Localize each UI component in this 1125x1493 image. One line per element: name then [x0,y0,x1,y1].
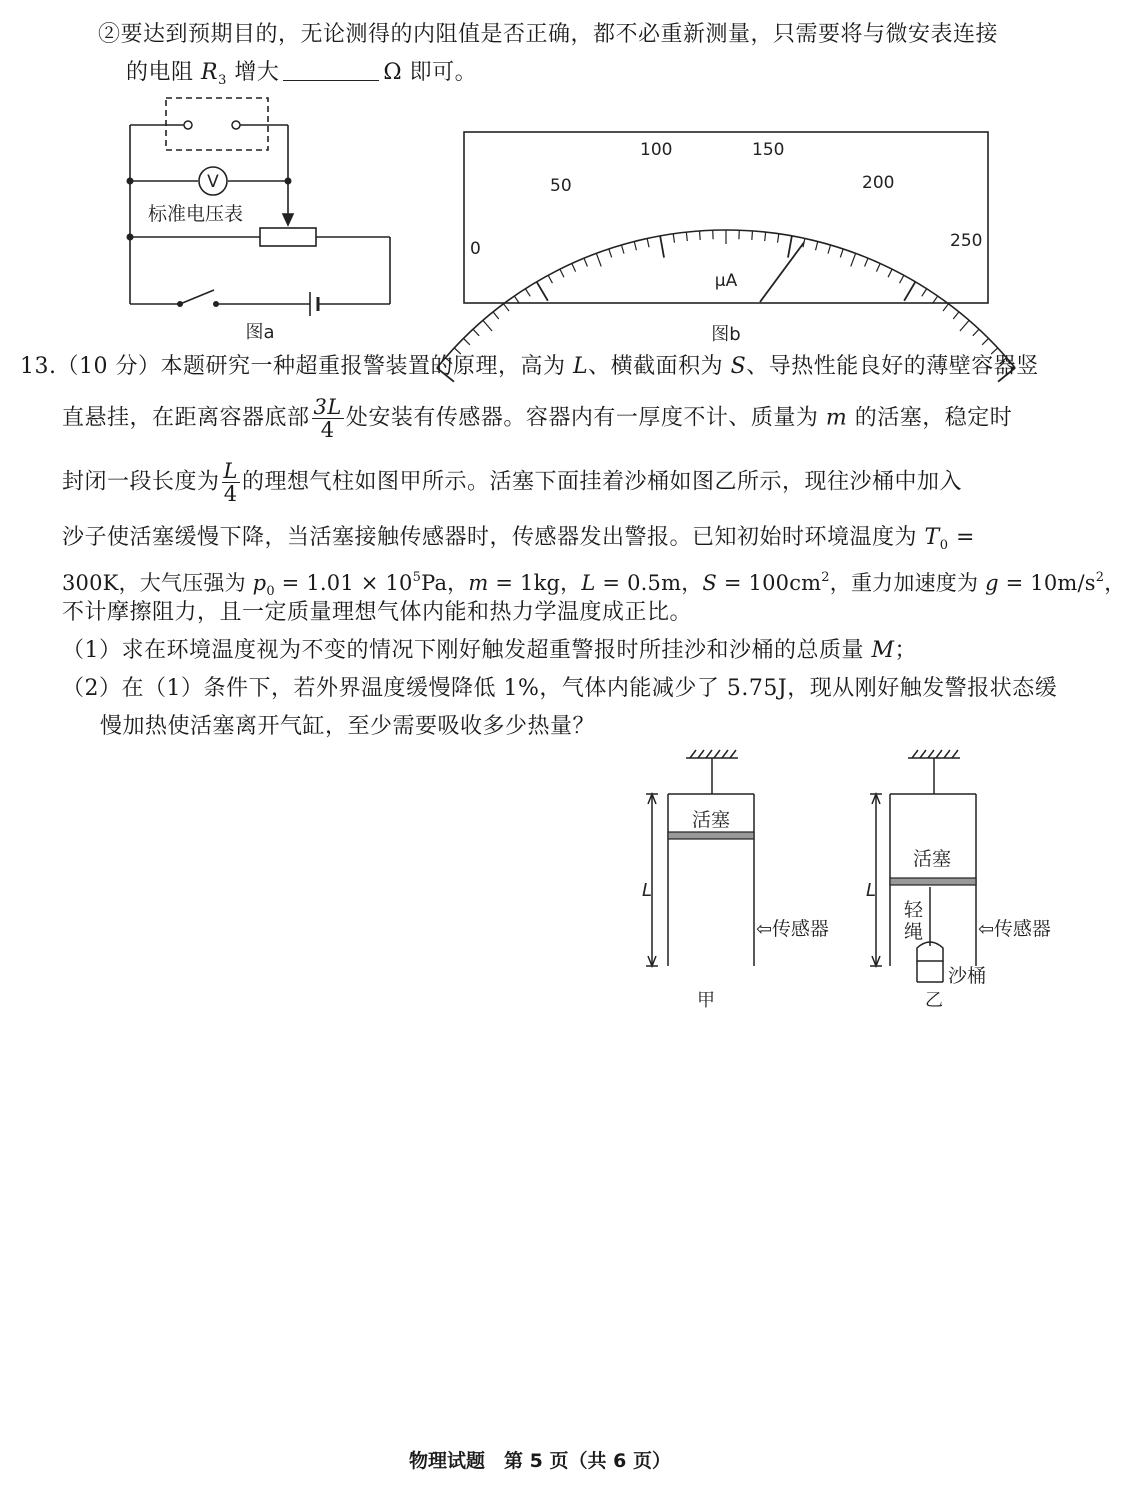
sensor-label: ⇦传感器 [978,918,1051,940]
q13-line2 [62,396,1012,441]
text: 的理想气柱如图甲所示。活塞下面挂着沙桶如图乙所示，现往沙桶中加入 [241,469,962,495]
q13-sub2-line1: （2）在（1）条件下，若外界温度缓慢降低 1%，气体内能减少了 5.75J，现从刚好触发警报状态缓 [62,676,1058,701]
text: （1）求在环境温度视为不变的情况下刚好触发超重警报时所挂沙和沙桶的总质量 [62,638,872,663]
figure-b-dial [462,130,992,348]
var: p [252,571,267,595]
rope-label [904,899,924,943]
dial-tick [960,320,969,331]
superscript: 2 [821,570,830,585]
dial-unit: μA [714,271,738,291]
dial-tick [865,258,868,266]
text: Ω 即可。 [383,60,478,85]
dial-tick [700,231,701,240]
text: = 1kg， [488,571,582,595]
voltmeter-letter: V [207,172,219,192]
dial-tick [888,269,892,277]
q13-line3 [62,460,962,505]
var: L [573,354,589,379]
dial-tick [504,304,509,311]
dial-tick [560,269,564,277]
page-footer: 物理试题 第 5 页（共 6 页） [409,1450,671,1472]
var: S [730,354,747,379]
figure-a-caption: 图a [245,322,275,343]
dial-tick [621,245,624,254]
dial-tick [828,245,831,254]
dial-tick [982,338,988,344]
text: = 0.5m， [595,571,703,595]
dial-tick [483,320,492,331]
dial-tick [660,236,664,258]
figure-jia [630,750,850,1015]
scale-label-250: 250 [950,231,983,251]
dial-tick [493,312,499,319]
rope-char: 绳 [904,921,924,943]
text: 增大 [226,60,280,85]
q13-sub1 [62,636,917,666]
dial-tick [788,236,792,258]
dial-arc [437,230,1015,368]
prev-part2-line2 [126,58,477,96]
text: 的电阻 [126,60,201,85]
var: m [825,405,848,431]
text: 的活塞，稳定时 [847,405,1013,431]
text: 、导热性能良好的薄壁容器竖 [746,354,1039,379]
switch [180,290,214,304]
fraction-3L-over-4 [312,396,344,441]
scale-label-150: 150 [752,140,785,160]
piston [668,832,754,839]
figure-yi-caption: 乙 [925,990,943,1011]
dial-tick [973,329,979,336]
q13-line6: 不计摩擦阻力，且一定质量理想气体内能和热力学温度成正比。 [62,600,693,625]
sensor-label: ⇦传感器 [756,918,829,940]
figure-yi [858,750,1063,1015]
figure-a-circuit [118,92,408,347]
dial-needle [760,242,804,302]
text: 、横截面积为 [588,354,731,379]
figure-jia-caption: 甲 [697,990,715,1011]
piston-label: 活塞 [691,809,731,831]
dashed-box [166,98,268,150]
frac-num: L [223,459,238,483]
piston-label: 活塞 [912,848,952,870]
dial-tick [943,304,948,311]
figure-b-caption: 图b [711,324,741,345]
dial-tick [596,253,601,266]
text: ，重力加速度为 [829,571,986,595]
dial-tick [900,275,904,283]
text: 封闭一段长度为 [62,469,220,495]
dial-tick [537,282,548,301]
dial-tick [816,241,818,250]
resistor-symbol: R [201,60,219,85]
voltmeter-label: 标准电压表 [148,203,244,225]
answer-blank[interactable] [283,58,379,81]
text: 直悬挂，在距离容器底部 [62,405,310,431]
dial-tick [876,263,880,271]
var: M [871,638,895,663]
prev-part2-line1: ②要达到预期目的，无论测得的内阻值是否正确，都不必重新测量，只需要将与微安表连接 [98,22,999,47]
scale-label-100: 100 [640,140,673,160]
dial-tick [609,249,612,258]
text: Pa， [421,571,469,595]
rope-char: 轻 [904,899,924,921]
text: = 100cm [716,571,822,595]
text: 处安装有传感器。容器内有一厚度不计、质量为 [345,405,826,431]
question-score: （10 分） [56,354,161,379]
text: 300K，大气压强为 [62,571,253,595]
scale-label-0: 0 [470,239,481,259]
q13-sub2-line2: 慢加热使活塞离开气缸，至少需要吸收多少热量？ [100,714,596,739]
text: = 1.01 × 10 [274,571,413,595]
dial-tick [473,329,479,336]
frac-den: 4 [223,482,238,506]
var: L [581,571,596,595]
var: m [468,571,489,595]
dial-tick [778,234,779,243]
var: T [924,525,940,550]
rheostat [260,228,316,246]
dial-tick [953,312,959,319]
text: = 10m/s [998,571,1096,595]
text: = [948,525,975,550]
text: ， [1104,571,1125,595]
scale-label-200: 200 [862,173,895,193]
dial-tick [548,275,552,283]
text: 本题研究一种超重报警装置的原理，高为 [160,354,573,379]
dial-tick [647,238,649,247]
dial-tick [922,289,927,297]
dial-tick [673,234,674,243]
length-label: L [866,880,877,901]
length-label: L [642,880,653,901]
frac-num: 3L [313,395,342,419]
dial-tick [752,231,753,240]
resistor-subscript: 3 [218,73,227,88]
dial-tick [904,282,915,301]
dial-tick [634,241,636,250]
dial-tick [572,263,576,271]
dial-tick [525,289,530,297]
superscript: 2 [1095,570,1105,585]
subscript: 0 [939,538,949,553]
scale-label-50: 50 [550,176,572,196]
q13-line4 [62,523,975,561]
dial-tick [464,338,470,344]
bucket-label: 沙桶 [948,965,987,987]
dial-tick [840,249,843,258]
question-number: 13. [20,354,57,379]
dial-tick [686,232,687,241]
frac-den: 4 [320,418,335,442]
text: ； [894,638,918,663]
dial-tick [851,253,856,266]
var: S [702,571,717,595]
dial-tick [765,232,766,241]
text: 沙子使活塞缓慢下降，当活塞接触传感器时，传感器发出警报。已知初始时环境温度为 [62,525,925,550]
fraction-L-over-4 [222,460,240,505]
var: g [985,571,999,595]
dial-tick [584,258,587,266]
piston [890,878,976,885]
q13-line1 [20,352,1039,382]
superscript: 5 [412,570,422,585]
subscript: 0 [266,584,275,599]
